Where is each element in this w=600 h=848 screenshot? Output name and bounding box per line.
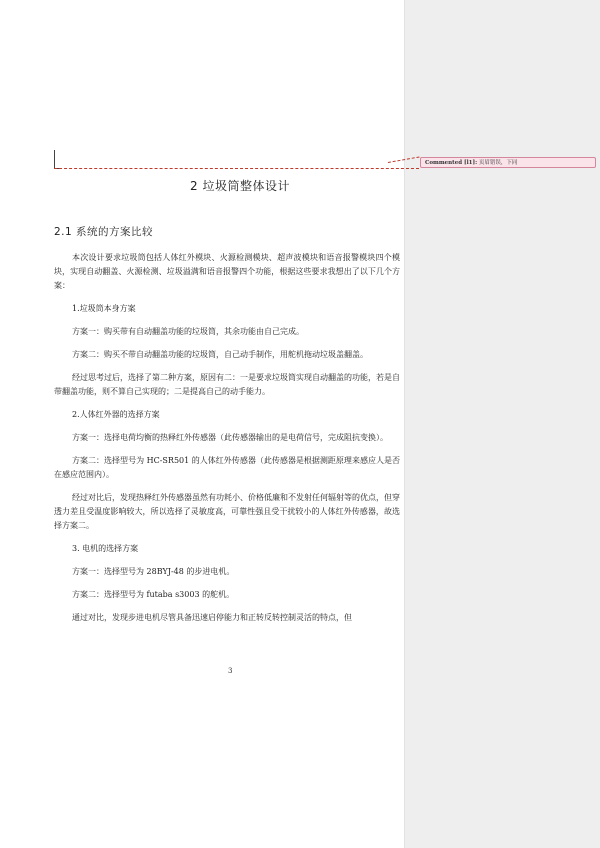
paragraph[interactable]: 本次设计要求垃圾筒包括人体红外模块、火源检测模块、超声波模块和语音报警模块四个模块，实现自动翻盖、火源检测、垃圾溢满和语音报警四个功能，根据这些要求我想出了以下几个方案： <box>54 253 400 290</box>
paragraph[interactable]: 方案二：购买不带自动翻盖功能的垃圾筒，自己动手制作，用舵机拖动垃圾盖翻盖。 <box>72 350 368 359</box>
paragraph[interactable]: 方案一：购买带有自动翻盖功能的垃圾筒，其余功能由自己完成。 <box>72 327 304 336</box>
header-crop-mark <box>54 150 55 168</box>
comment-anchor-line <box>54 168 419 170</box>
comment-author: Commented [l1]: <box>425 160 478 166</box>
page-number: 3 <box>228 667 233 675</box>
paragraph[interactable]: 2.人体红外器的选择方案 <box>72 410 160 419</box>
paragraph[interactable]: 方案二：选择型号为 HC-SR501 的人体红外传感器（此传感器是根据测距原理来感应人是否在感应范围内）。 <box>54 456 400 479</box>
section-title[interactable]: 2.1 系统的方案比较 <box>54 226 154 238</box>
paragraph[interactable]: 1.垃圾筒本身方案 <box>72 304 136 313</box>
chapter-title[interactable]: 2 垃圾筒整体设计 <box>190 179 290 193</box>
paragraph[interactable]: 经过对比后，发现热释红外传感器虽然有功耗小、价格低廉和不发射任何辐射等的优点，但穿透力差且受温度影响较大，所以选择了灵敏度高，可靠性强且受干扰较小的人体红外传感器，故选择方案二。 <box>54 493 400 530</box>
comment-text: 页眉错误，下同 <box>478 160 518 166</box>
comments-pane <box>404 0 600 848</box>
paragraph[interactable]: 方案二：选择型号为 futaba s3003 的舵机。 <box>72 590 235 599</box>
comment-balloon[interactable] <box>420 157 596 168</box>
paragraph[interactable]: 方案一：选择电荷均衡的热释红外传感器（此传感器输出的是电荷信号，完成阻抗变换）。 <box>72 433 388 442</box>
paragraph[interactable]: 通过对比，发现步进电机尽管具备迅速启停能力和正转反转控制灵活的特点，但 <box>72 613 352 622</box>
paragraph[interactable]: 方案一：选择型号为 28BYJ-48 的步进电机。 <box>72 567 235 576</box>
body-text[interactable] <box>54 251 400 634</box>
paragraph[interactable]: 经过思考过后，选择了第二种方案，原因有二：一是要求垃圾筒实现自动翻盖的功能，若是自带翻盖功能，则不算自己实现的；二是提高自己的动手能力。 <box>54 373 400 396</box>
paragraph[interactable]: 3. 电机的选择方案 <box>72 544 139 553</box>
